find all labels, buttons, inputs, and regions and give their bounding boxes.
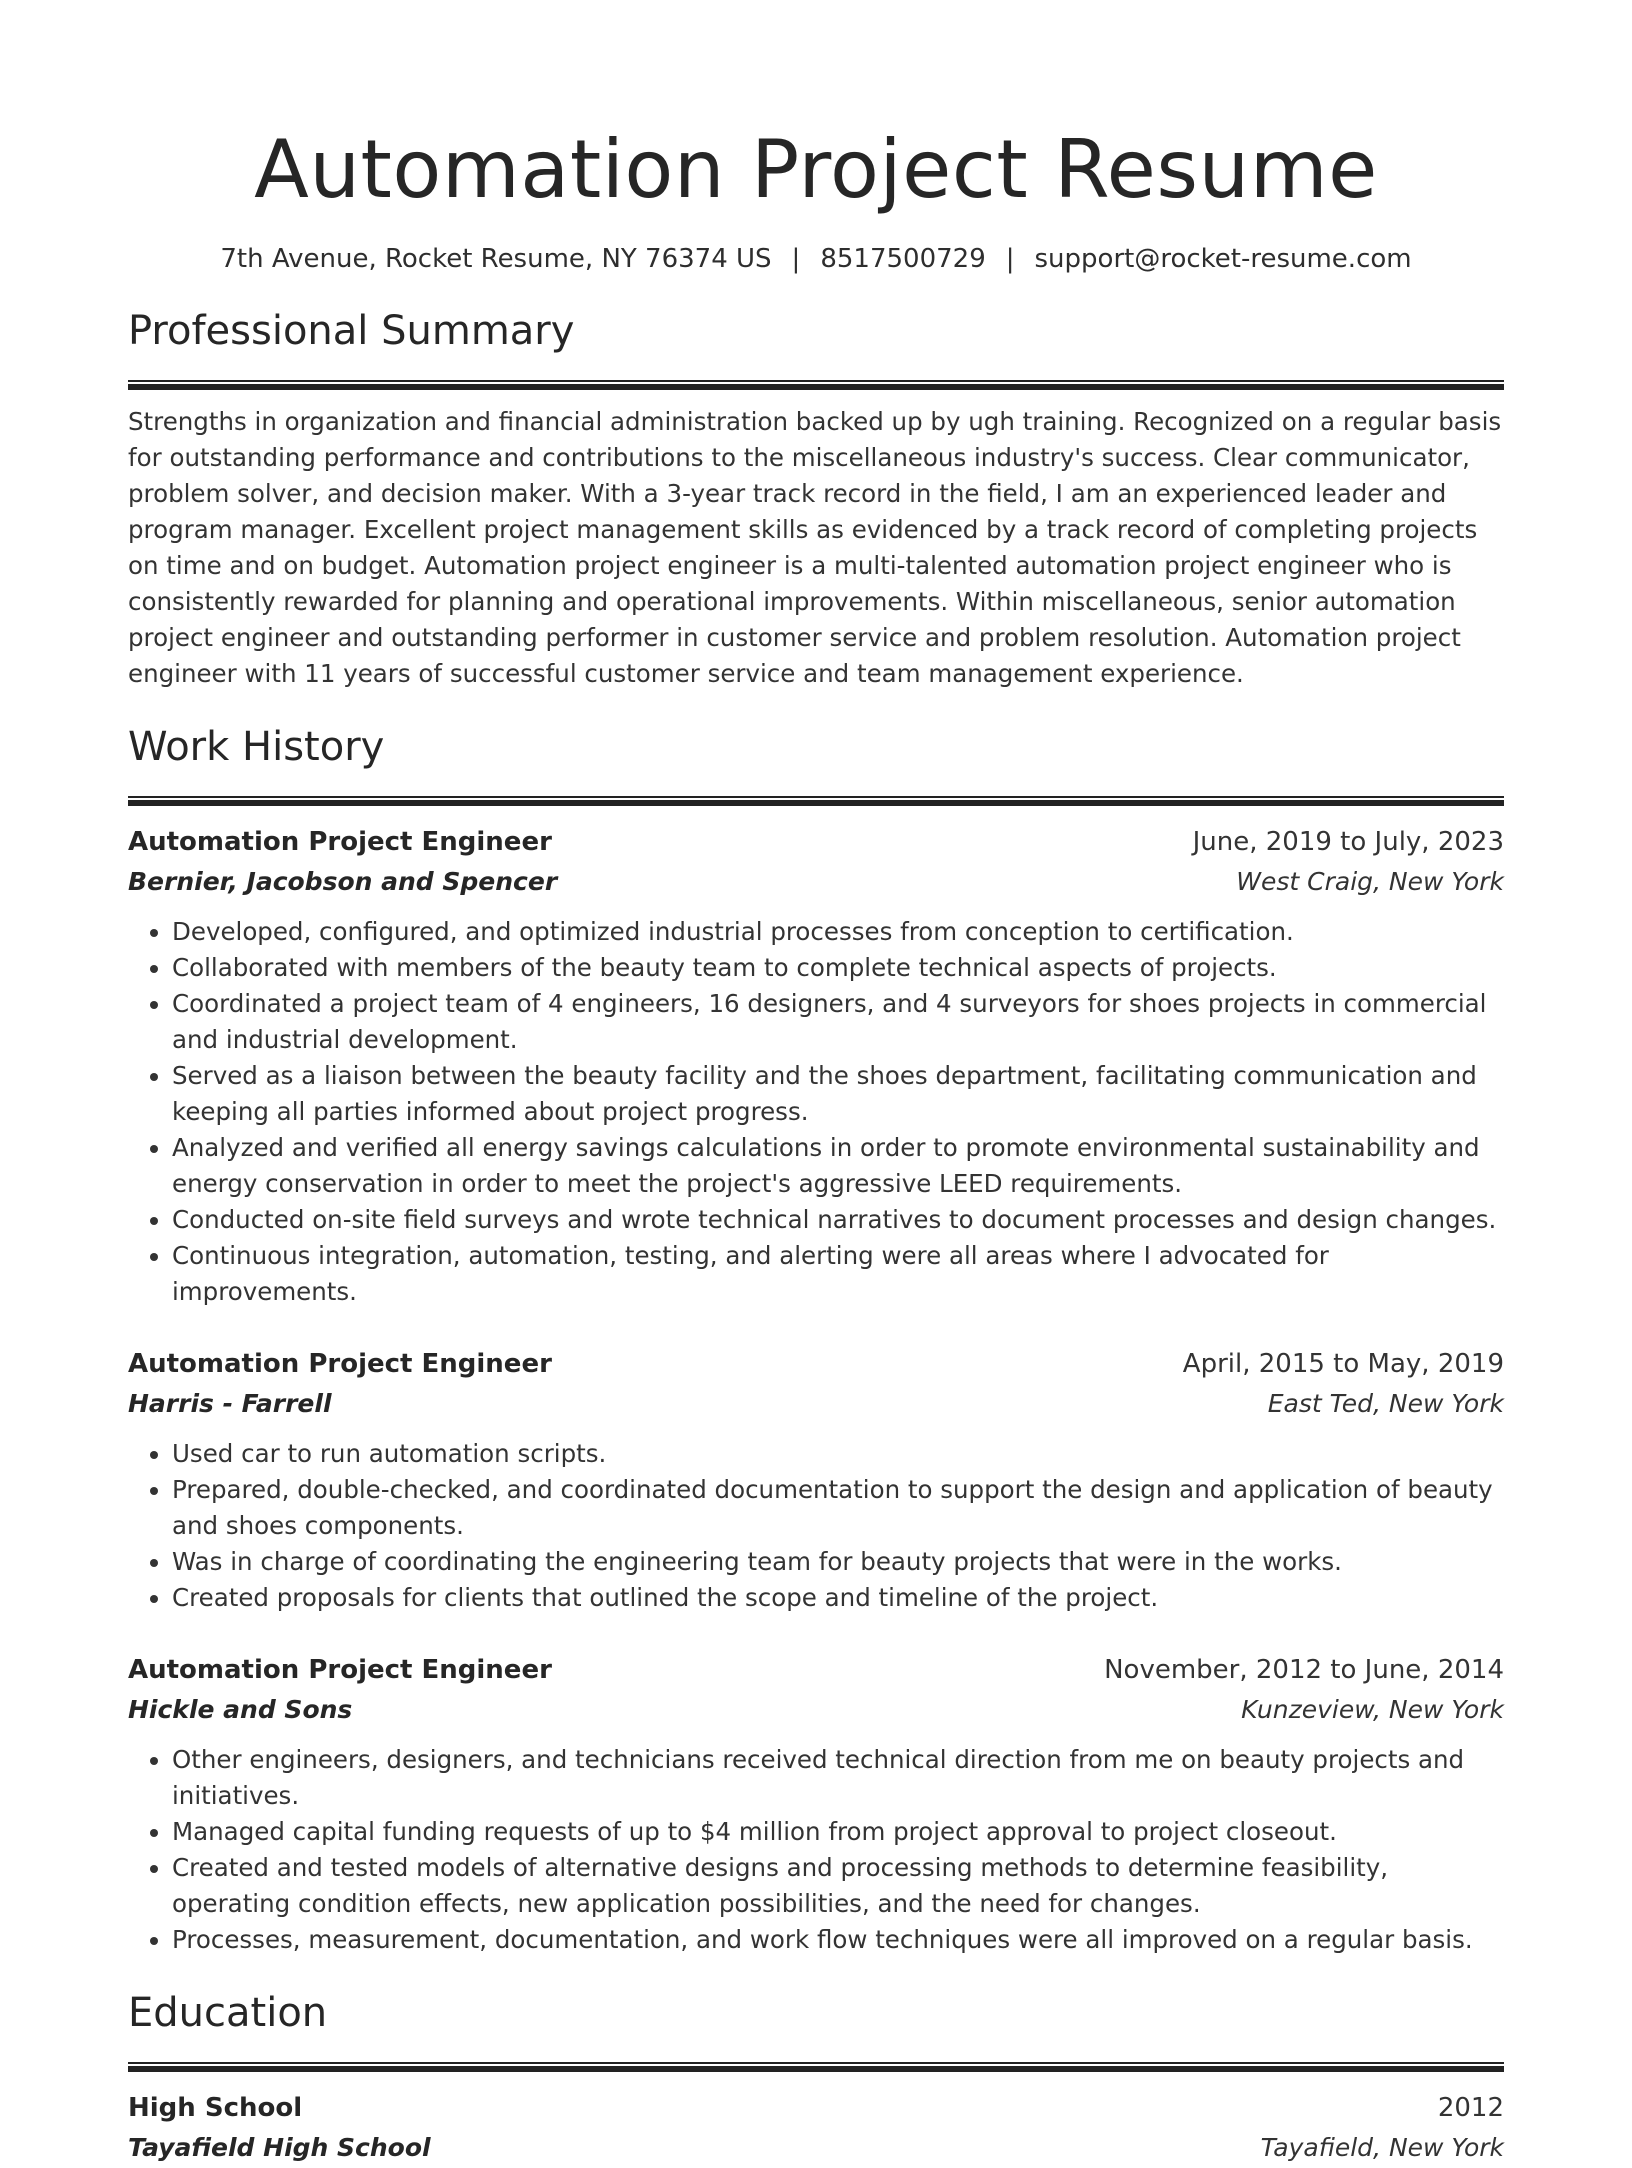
job-bullet: • Created and tested models of alternative designs and processing methods to determine feasibility, operating condition effects, new application possibilities, and the need for changes.	[172, 1850, 1504, 1922]
job-entry	[128, 1344, 1504, 1616]
education-degree: High School	[128, 2093, 303, 2123]
job-location: East Ted, New York	[1267, 1389, 1504, 1418]
job-location: West Craig, New York	[1236, 867, 1504, 896]
education-section-header	[128, 1988, 1504, 2072]
education-heading: Education	[128, 1990, 328, 2036]
job-title: Automation Project Engineer	[128, 1655, 552, 1685]
job-company: Harris - Farrell	[128, 1389, 332, 1418]
job-bullets	[128, 1742, 1504, 1958]
job-title: Automation Project Engineer	[128, 1349, 552, 1379]
work-heading: Work History	[128, 724, 385, 770]
section-divider	[128, 380, 1504, 390]
education-entry	[128, 2088, 1504, 2168]
education-school: Tayafield High School	[128, 2133, 431, 2162]
contact-address: 7th Avenue, Rocket Resume, NY 76374 US	[220, 244, 772, 274]
job-bullet: • Coordinated a project team of 4 engineers, 16 designers, and 4 surveyors for shoes projects in commercial and industrial development.	[172, 986, 1504, 1058]
job-bullet: • Developed, configured, and optimized industrial processes from conception to certification.	[172, 914, 1504, 950]
job-bullet: • Managed capital funding requests of up to $4 million from project approval to project closeout.	[172, 1814, 1504, 1850]
contact-line	[128, 242, 1504, 276]
education-year: 2012	[1437, 2093, 1504, 2123]
job-bullet: • Used car to run automation scripts.	[172, 1436, 1504, 1472]
job-location: Kunzeview, New York	[1241, 1695, 1504, 1724]
job-bullet: • Conducted on-site field surveys and wrote technical narratives to document processes and design changes.	[172, 1202, 1504, 1238]
summary-text: Strengths in organization and financial administration backed up by ugh training. Recognized on a regular basis for outstanding performance and contributions to the miscellaneous industry's success. Clear communicator, problem solver, and decision maker. With a 3-year track record in the field, I am an experienced leader and program manager. Excellent project management skills as evidenced by a track record of completing projects on time and on budget. Automation project engineer is a multi-talented automation project engineer who is consistently rewarded for planning and operational improvements. Within miscellaneous, senior automation project engineer and outstanding performer in customer service and problem resolution. Automation project engineer with 11 years of successful customer service and team management experience.	[128, 407, 1502, 688]
job-bullet: • Was in charge of coordinating the engineering team for beauty projects that were in the works.	[172, 1544, 1504, 1580]
contact-email: support@rocket-resume.com	[1034, 244, 1412, 274]
job-bullets	[128, 914, 1504, 1310]
contact-separator: |	[1005, 244, 1015, 274]
job-bullet: • Created proposals for clients that outlined the scope and timeline of the project.	[172, 1580, 1504, 1616]
work-section-header	[128, 722, 1504, 806]
job-company: Hickle and Sons	[128, 1695, 353, 1724]
job-bullets	[128, 1436, 1504, 1616]
section-divider	[128, 796, 1504, 806]
job-bullet: • Served as a liaison between the beauty facility and the shoes department, facilitating communication and keeping all parties informed about project progress.	[172, 1058, 1504, 1130]
summary-heading: Professional Summary	[128, 308, 575, 354]
job-dates: April, 2015 to May, 2019	[1182, 1349, 1504, 1379]
job-dates: June, 2019 to July, 2023	[1192, 827, 1504, 857]
job-title: Automation Project Engineer	[128, 827, 552, 857]
section-divider	[128, 2062, 1504, 2072]
job-bullet: • Prepared, double-checked, and coordinated documentation to support the design and application of beauty and shoes components.	[172, 1472, 1504, 1544]
education-location: Tayafield, New York	[1260, 2133, 1504, 2162]
job-company: Bernier, Jacobson and Spencer	[128, 867, 558, 896]
contact-phone: 8517500729	[820, 244, 986, 274]
job-dates: November, 2012 to June, 2014	[1104, 1655, 1504, 1685]
job-bullet: • Other engineers, designers, and technicians received technical direction from me on beauty projects and initiatives.	[172, 1742, 1504, 1814]
job-entry	[128, 822, 1504, 1310]
job-entry	[128, 1650, 1504, 1958]
contact-separator: |	[791, 244, 801, 274]
summary-section-header	[128, 306, 1504, 390]
job-bullet: • Analyzed and verified all energy savings calculations in order to promote environmental sustainability and energy conservation in order to meet the project's aggressive LEED requirements.	[172, 1130, 1504, 1202]
job-bullet: • Processes, measurement, documentation, and work flow techniques were all improved on a regular basis.	[172, 1922, 1504, 1958]
job-bullet: • Collaborated with members of the beauty team to complete technical aspects of projects.	[172, 950, 1504, 986]
resume-title: Automation Project Resume	[254, 123, 1378, 216]
job-bullet: • Continuous integration, automation, testing, and alerting were all areas where I advocated for improvements.	[172, 1238, 1504, 1310]
